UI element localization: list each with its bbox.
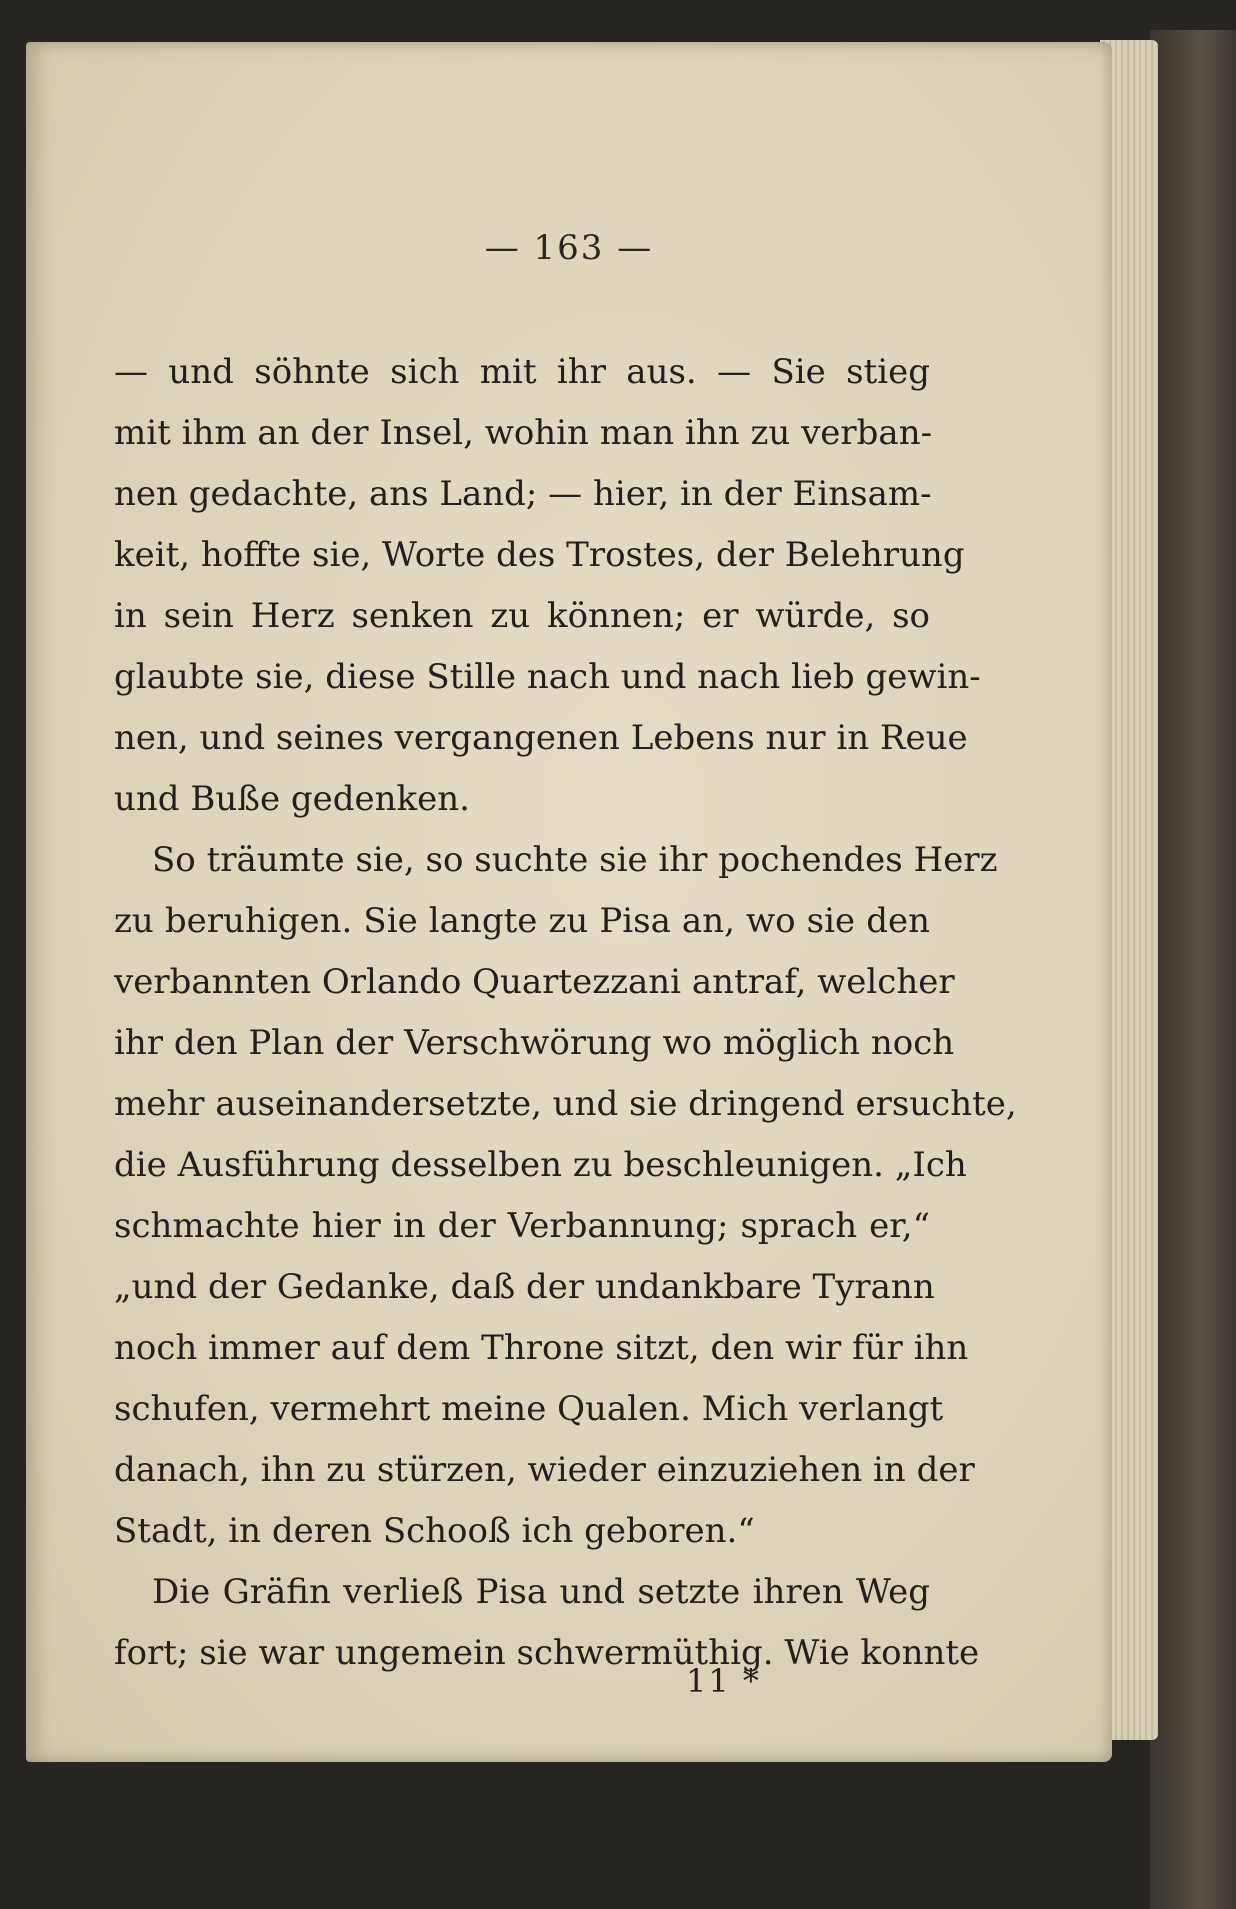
text-line: fort; sie war ungemein schwermüthig. Wie konnte bbox=[114, 1633, 980, 1673]
text-line: Die Gräfin verließ Pisa und setzte ihren Weg bbox=[152, 1572, 930, 1612]
text-line: „und der Gedanke, daß der undankbare Tyrann bbox=[114, 1267, 935, 1307]
text-line: glaubte sie, diese Stille nach und nach lieb gewin- bbox=[114, 657, 981, 697]
text-line: und Buße gedenken. bbox=[114, 779, 470, 819]
text-line: schufen, vermehrt meine Qualen. Mich verlangt bbox=[114, 1389, 944, 1429]
body-text bbox=[114, 342, 1017, 1684]
text-line: verbannten Orlando Quartezzani antraf, welcher bbox=[114, 962, 955, 1002]
text-line: nen gedachte, ans Land; — hier, in der Einsam- bbox=[114, 474, 932, 514]
text-line: keit, hoffte sie, Worte des Trostes, der Belehrung bbox=[114, 535, 965, 575]
text-line: So träumte sie, so suchte sie ihr pochendes Herz bbox=[152, 840, 998, 880]
printer-signature: 11 * bbox=[686, 1662, 761, 1700]
text-line: mehr auseinandersetzte, und sie dringend ersuchte, bbox=[114, 1084, 1017, 1124]
text-line: schmachte hier in der Verbannung; sprach er,“ bbox=[114, 1206, 930, 1246]
text-line: zu beruhigen. Sie langte zu Pisa an, wo sie den bbox=[114, 901, 930, 941]
text-line: noch immer auf dem Throne sitzt, den wir für ihn bbox=[114, 1328, 969, 1368]
book-page bbox=[26, 42, 1112, 1762]
text-line: ihr den Plan der Verschwörung wo möglich noch bbox=[114, 1023, 955, 1063]
text-line: — und söhnte sich mit ihr aus. — Sie stieg bbox=[114, 352, 930, 392]
text-line: die Ausführung desselben zu beschleunigen. „Ich bbox=[114, 1145, 967, 1185]
text-line: mit ihm an der Insel, wohin man ihn zu verban- bbox=[114, 413, 933, 453]
page-number-header: — 163 — bbox=[484, 228, 654, 268]
book-cover-edge bbox=[1150, 30, 1236, 1909]
text-line: in sein Herz senken zu können; er würde, so bbox=[114, 596, 930, 636]
text-line: nen, und seines vergangenen Lebens nur in Reue bbox=[114, 718, 968, 758]
text-line: Stadt, in deren Schooß ich geboren.“ bbox=[114, 1511, 755, 1551]
text-line: danach, ihn zu stürzen, wieder einzuziehen in der bbox=[114, 1450, 975, 1490]
